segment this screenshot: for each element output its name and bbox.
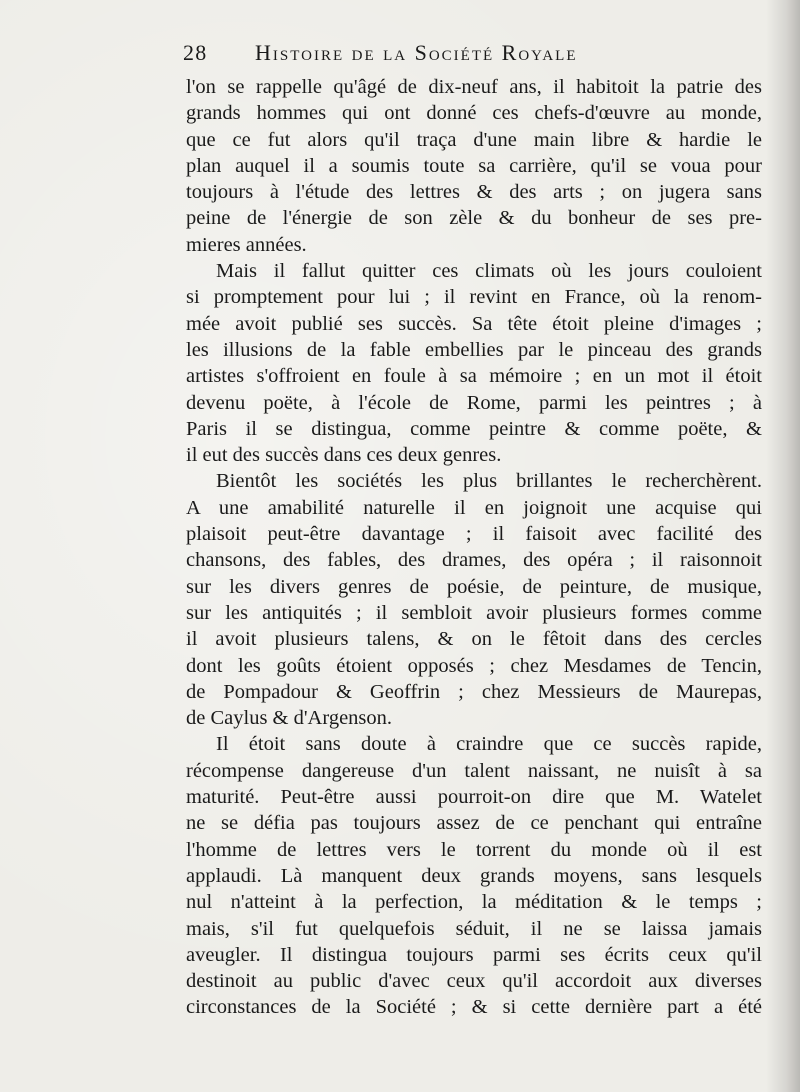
text-line: l'on se rappelle qu'âgé de dix-neuf ans, il habitoit la patrie des xyxy=(186,76,762,98)
text-line: nul n'atteint à la perfection, la méditation & le temps ; xyxy=(186,891,762,914)
text-line: artistes s'offroient en foule à sa mémoire ; en un mot il étoit xyxy=(186,365,762,388)
text-line: récompense dangereuse d'un talent naissant, ne nuisît à sa xyxy=(186,759,762,782)
text-line: toujours à l'étude des lettres & des arts ; on jugera sans xyxy=(186,181,762,204)
text-line-paragraph-start: Il étoit sans doute à craindre que ce succès rapide, xyxy=(216,733,762,756)
text-line-paragraph-start: Bientôt les sociétés les plus brillantes le recherchèrent. xyxy=(216,470,762,493)
text-line: peine de l'énergie de son zèle & du bonheur de ses pre- xyxy=(186,207,762,230)
text-line: mée avoit publié ses succès. Sa tête étoit pleine d'images ; xyxy=(186,312,762,335)
page-gutter-shadow xyxy=(766,0,800,1092)
text-line: circonstances de la Société ; & si cette dernière part a été xyxy=(186,996,762,1019)
text-line: Paris il se distingua, comme peintre & comme poëte, & xyxy=(186,417,762,440)
text-line-paragraph-start: Mais il fallut quitter ces climats où les jours couloient xyxy=(216,260,762,283)
page-header xyxy=(183,38,683,70)
text-line: mais, s'il fut quelquefois séduit, il ne se laissa jamais xyxy=(186,917,762,940)
text-line: destinoit au public d'avec ceux qu'il accordoit aux diverses xyxy=(186,970,762,993)
text-line: que ce fut alors qu'il traça d'une main libre & hardie le xyxy=(186,128,762,151)
text-line: grands hommes qui ont donné ces chefs-d'œuvre au monde, xyxy=(186,102,762,125)
text-line: ne se défia pas toujours assez de ce penchant qui entraîne xyxy=(186,812,762,835)
text-line: applaudi. Là manquent deux grands moyens, sans lesquels xyxy=(186,864,762,887)
text-line: si promptement pour lui ; il revint en France, où la renom- xyxy=(186,286,762,309)
page-number: 28 xyxy=(183,40,208,65)
text-line: devenu poëte, à l'école de Rome, parmi les peintres ; à xyxy=(186,391,762,414)
running-title: Histoire de la Société Royale xyxy=(255,40,578,65)
text-line: de Caylus & d'Argenson. xyxy=(186,707,393,730)
text-line: les illusions de la fable embellies par le pinceau des grands xyxy=(186,338,762,361)
text-line: A une amabilité naturelle il en joignoit une acquise qui xyxy=(186,496,762,519)
text-line: sur les antiquités ; il sembloit avoir plusieurs formes comme xyxy=(186,601,762,624)
text-line: plan auquel il a soumis toute sa carrière, qu'il se voua pour xyxy=(186,154,762,177)
text-line: il eut des succès dans ces deux genres. xyxy=(186,444,502,467)
text-line: sur les divers genres de poésie, de peinture, de musique, xyxy=(186,575,762,598)
text-line: chansons, des fables, des drames, des opéra ; il raisonnoit xyxy=(186,549,762,572)
text-line: dont les goûts étoient opposés ; chez Mesdames de Tencin, xyxy=(186,654,762,677)
text-line: l'homme de lettres vers le torrent du monde où il est xyxy=(186,838,762,861)
text-line: aveugler. Il distingua toujours parmi ses écrits ceux qu'il xyxy=(186,943,762,966)
body-text xyxy=(186,74,762,1021)
text-line: plaisoit peut-être davantage ; il faisoit avec facilité des xyxy=(186,523,762,546)
text-line: mieres années. xyxy=(186,233,307,256)
text-line: maturité. Peut-être aussi pourroit-on dire que M. Watelet xyxy=(186,786,762,809)
text-line: de Pompadour & Geoffrin ; chez Messieurs de Maurepas, xyxy=(186,680,762,703)
text-line: il avoit plusieurs talens, & on le fêtoit dans des cercles xyxy=(186,628,762,651)
